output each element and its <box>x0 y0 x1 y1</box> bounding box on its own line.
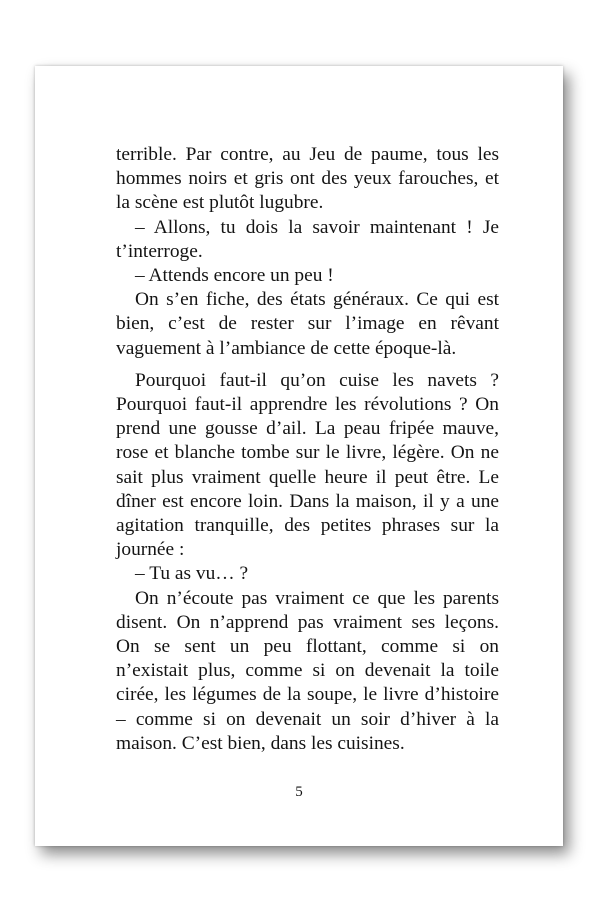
page-number: 5 <box>295 784 303 800</box>
body-text <box>116 143 499 756</box>
paragraph-spacer <box>116 361 499 369</box>
dialogue-line: – Tu as vu… ? <box>135 563 249 585</box>
paragraph: terrible. Par contre, au Jeu de paume, tous les hommes noirs et gris ont des yeux farouches, et la scène est plutôt lugubre. <box>116 144 499 214</box>
paragraph: On s’en fiche, des états généraux. Ce qui est bien, c’est de rester sur l’image en rêvant vaguement à l’ambiance de cette époque-là. <box>116 289 499 359</box>
book-page <box>35 66 563 846</box>
dialogue-line: – Allons, tu dois la savoir maintenant ! Je t’interroge. <box>116 216 499 262</box>
paragraph: Pourquoi faut-il qu’on cuise les navets ? Pourquoi faut-il apprendre les révolutions ? On prend une gousse d’ail. La peau fripée mauve, rose et blanche tombe sur le livre, légère. On ne sait plus vraiment quelle heure il peut être. Le dîner est encore loin. Dans la maison, il y a une agitation tranquille, des petites phrases sur la journée : <box>116 369 499 561</box>
paragraph: On n’écoute pas vraiment ce que les parents disent. On n’apprend pas vraiment ses leçons. On se sent un peu flottant, comme si on n’existait plus, comme si on devenait la toile cirée, les légumes de la soupe, le livre d’histoire – comme si on devenait un soir d’hiver à la maison. C’est bien, dans les cuisines. <box>116 587 499 754</box>
dialogue-line: – Attends encore un peu ! <box>135 265 334 287</box>
